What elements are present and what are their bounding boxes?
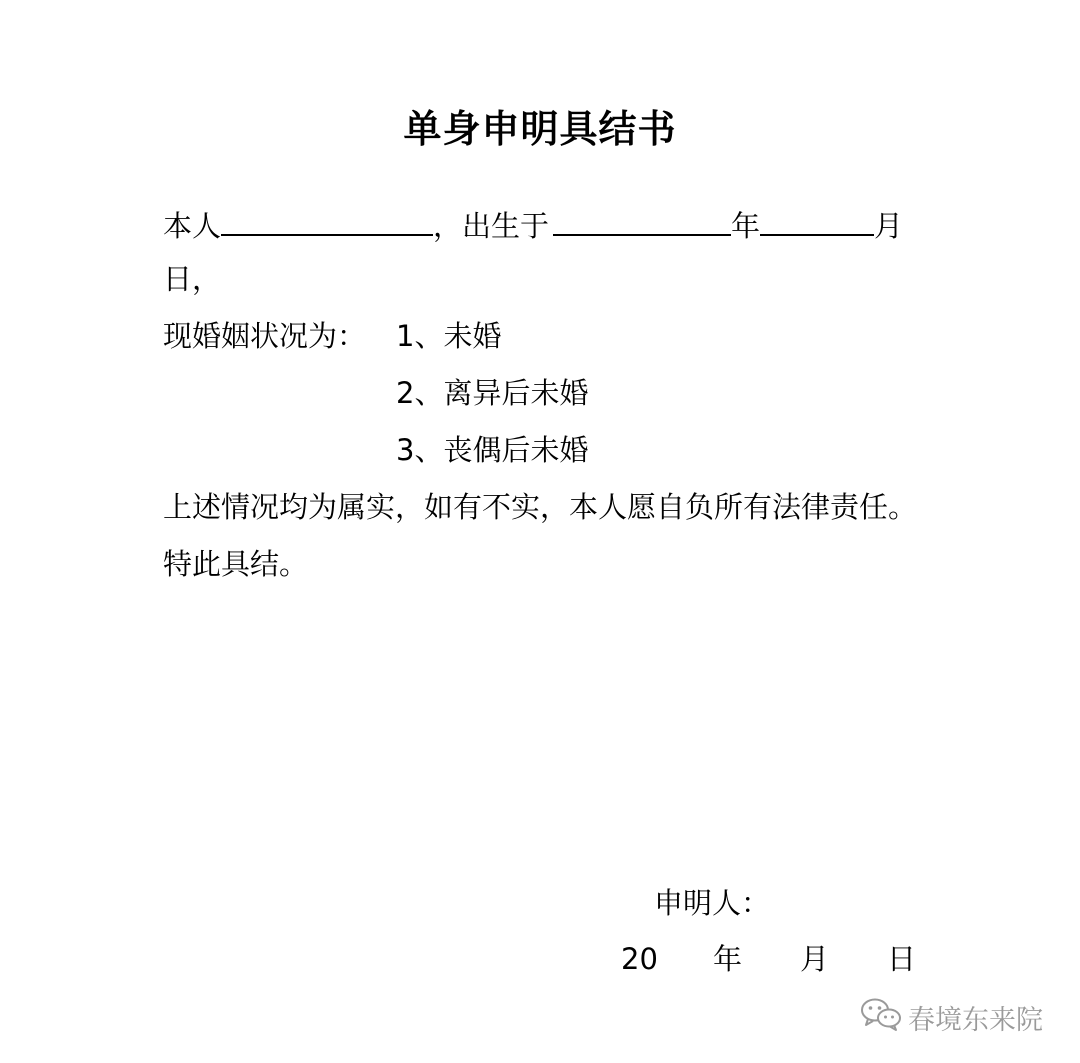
option-divorced: 2、离异后未婚	[396, 376, 589, 410]
birth-year-blank	[553, 202, 731, 236]
option-widowed: 3、丧偶后未婚	[396, 433, 589, 467]
option-unmarried: 1、未婚	[396, 319, 502, 353]
born-label: ，出生于	[433, 209, 550, 243]
signer-label: 申明人：	[654, 886, 771, 920]
watermark-text: 春境东来院	[908, 1005, 1043, 1036]
date-day-label: 日	[887, 942, 917, 976]
statement-text: 上述情况均为属实，如有不实，本人愿自负所有法律责任。	[163, 490, 918, 524]
birth-month-blank	[760, 202, 874, 236]
wechat-icon	[860, 996, 902, 1039]
document-title: 单身申明具结书	[403, 107, 677, 151]
date-year-label: 年	[713, 942, 743, 976]
day-line: 日，	[163, 262, 222, 296]
date-month-label: 月	[800, 942, 830, 976]
self-label: 本人	[163, 209, 222, 243]
name-blank	[221, 202, 433, 236]
month-label: 月	[874, 209, 904, 243]
watermark	[860, 996, 1043, 1039]
declaration-line-1	[163, 202, 903, 246]
closing-text: 特此具结。	[163, 547, 309, 581]
date-year-prefix: 20	[621, 942, 658, 976]
year-label: 年	[731, 209, 761, 243]
marital-status-label: 现婚姻状况为：	[163, 319, 367, 353]
